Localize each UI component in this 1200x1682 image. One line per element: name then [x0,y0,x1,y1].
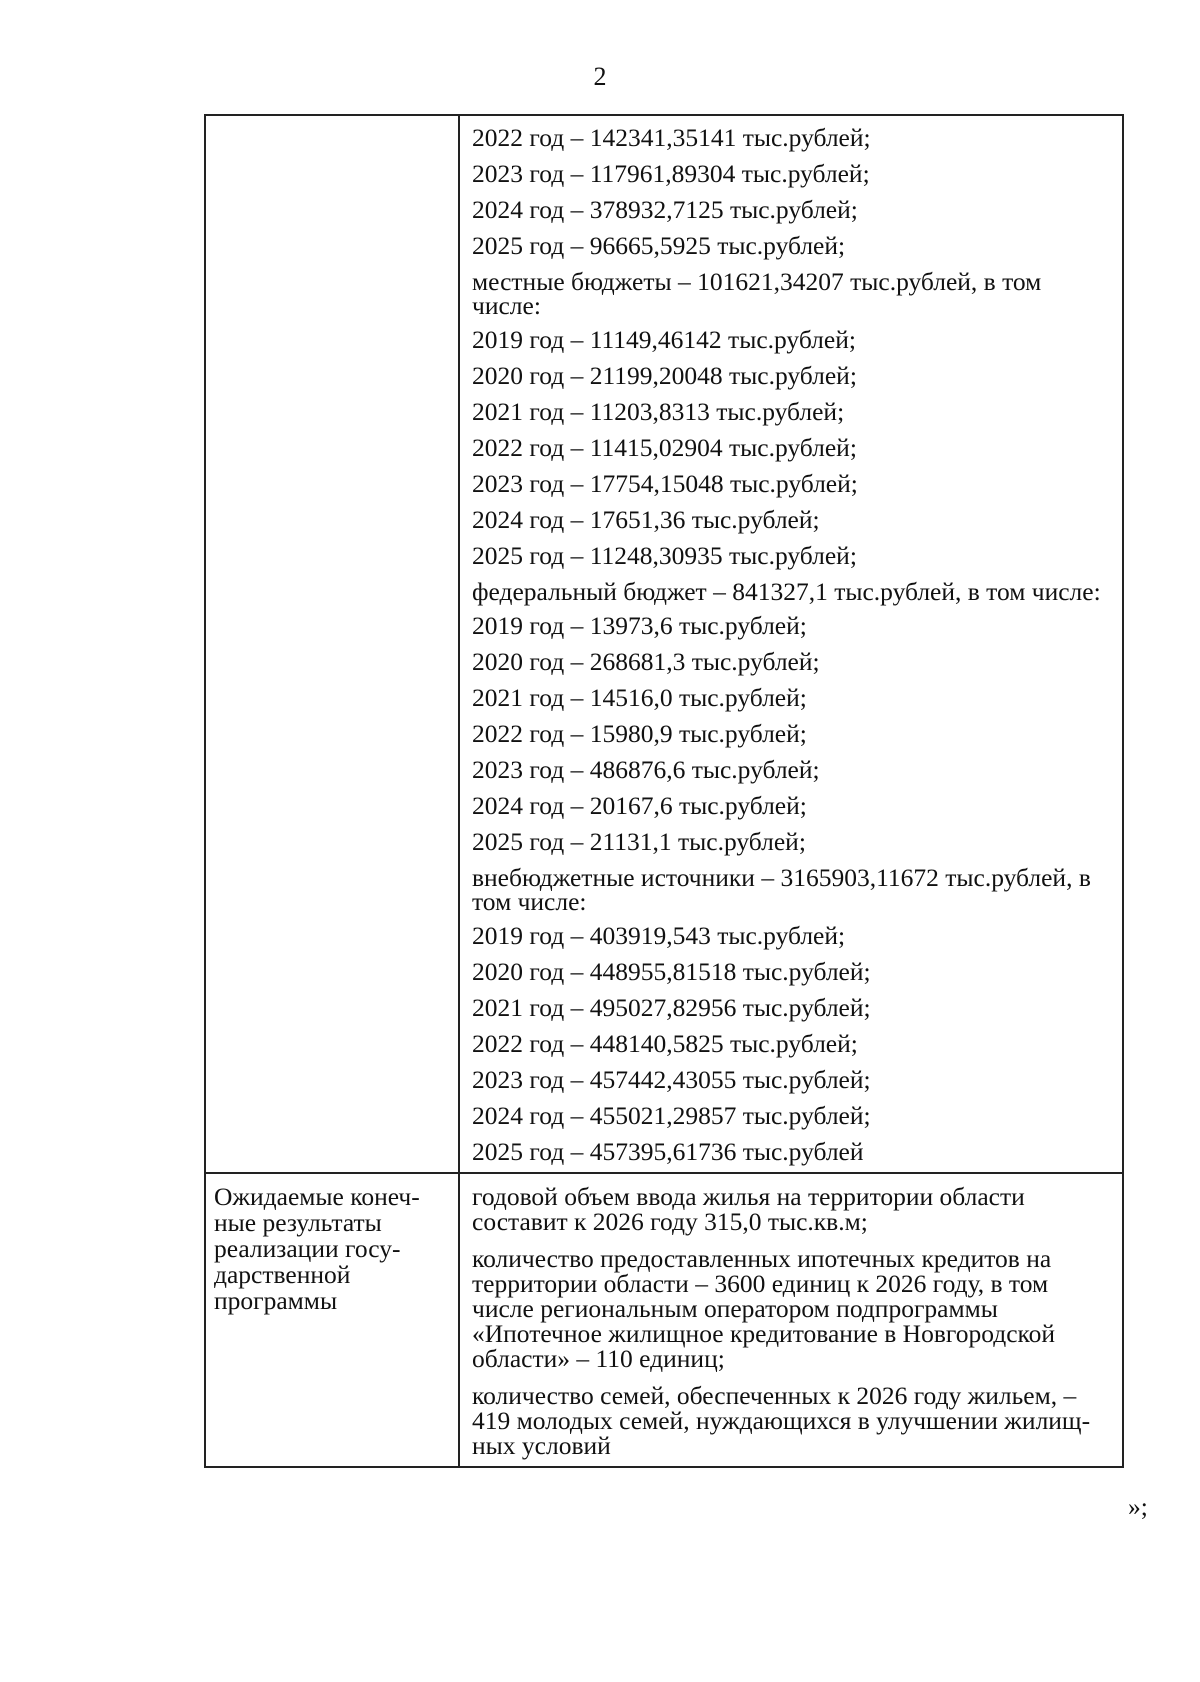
funding-line: 2023 год – 486876,6 тыс.рублей; [472,755,820,784]
funding-line: 2024 год – 20167,6 тыс.рублей; [472,791,807,820]
funding-line: 2022 год – 142341,35141 тыс.рублей; [472,123,871,152]
funding-line: 2024 год – 455021,29857 тыс.рублей; [472,1101,871,1130]
extrabudgetary-heading: внебюджетные источники – 3165903,11672 тыс.рублей, в том числе: [472,863,1091,916]
result-item-housing: годовой объем ввода жилья на территории области составит к 2026 году 315,0 тыс.кв.м; [472,1182,1025,1236]
funding-line: 2022 год – 448140,5825 тыс.рублей; [472,1029,858,1058]
funding-line: 2023 год – 17754,15048 тыс.рублей; [472,469,858,498]
funding-line: 2019 год – 11149,46142 тыс.рублей; [472,325,856,354]
funding-line: 2019 год – 403919,543 тыс.рублей; [472,921,846,950]
results-row [205,1173,1123,1467]
funding-line: 2021 год – 11203,8313 тыс.рублей; [472,397,845,426]
results-values-cell [459,1173,1123,1467]
funding-label-cell [205,115,459,1173]
funding-line: 2023 год – 117961,89304 тыс.рублей; [472,159,870,188]
funding-row [205,115,1123,1173]
federal-budget-group [472,574,1116,860]
funding-line: 2020 год – 448955,81518 тыс.рублей; [472,957,871,986]
funding-line: 2022 год – 15980,9 тыс.рублей; [472,719,807,748]
results-label: Ожидаемые конечные результаты реализации государственной программы [214,1182,420,1315]
funding-line: 2024 год – 17651,36 тыс.рублей; [472,505,820,534]
closing-quote-mark: »; [1128,1492,1148,1521]
regional-tail-group [472,120,1116,264]
funding-line: 2025 год – 21131,1 тыс.рублей; [472,827,806,856]
local-budget-heading: местные бюджеты – 101621,34207 тыс.рублей, в том числе: [472,267,1042,320]
funding-line: 2025 год – 457395,61736 тыс.рублей [472,1137,864,1166]
funding-line: 2019 год – 13973,6 тыс.рублей; [472,611,807,640]
funding-line: 2021 год – 495027,82956 тыс.рублей; [472,993,871,1022]
funding-line: 2021 год – 14516,0 тыс.рублей; [472,683,807,712]
local-budget-group [472,264,1116,574]
funding-line: 2024 год – 378932,7125 тыс.рублей; [472,195,858,224]
program-passport-table [204,114,1124,1468]
extrabudgetary-group [472,860,1116,1170]
funding-line: 2023 год – 457442,43055 тыс.рублей; [472,1065,871,1094]
result-item-families: количество семей, обеспеченных к 2026 году жильем, – 419 молодых семей, нуждающихся в улучшении жилищных условий [472,1381,1091,1460]
funding-line: 2025 год – 11248,30935 тыс.рублей; [472,541,857,570]
funding-line: 2025 год – 96665,5925 тыс.рублей; [472,231,846,260]
funding-values-cell [459,115,1123,1173]
results-label-cell [205,1173,459,1467]
page-number: 2 [593,62,607,91]
federal-budget-heading: федеральный бюджет – 841327,1 тыс.рублей, в том числе: [472,577,1101,606]
funding-line: 2020 год – 21199,20048 тыс.рублей; [472,361,857,390]
funding-line: 2020 год – 268681,3 тыс.рублей; [472,647,820,676]
result-item-mortgage: количество предоставленных ипотечных кредитов на территории области – 3600 единиц к 2026 году, в том числе региональным оператором подпрограммы «Ипотечное жилищное кредитование в Новгородской области» – 110 единиц; [472,1244,1056,1373]
funding-line: 2022 год – 11415,02904 тыс.рублей; [472,433,857,462]
